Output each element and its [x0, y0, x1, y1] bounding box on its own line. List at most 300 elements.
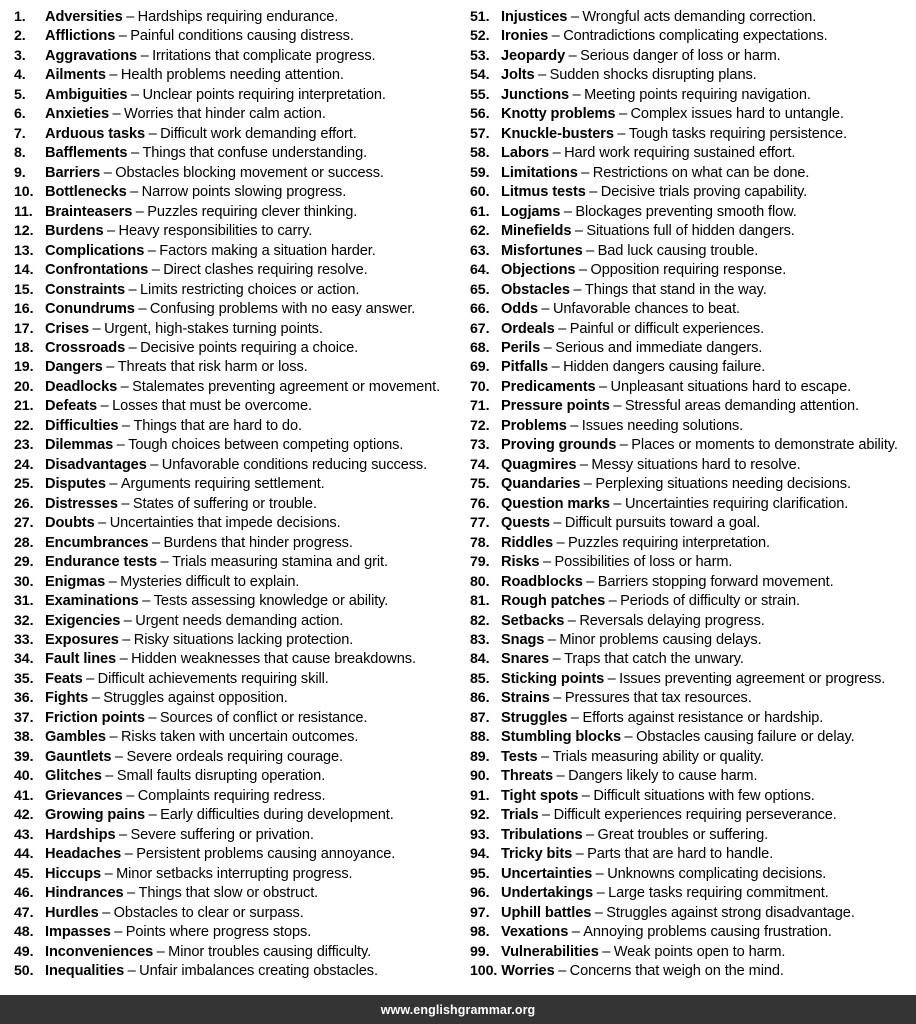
- list-item-term: Rough patches: [501, 593, 606, 610]
- list-item-definition: Hardships requiring endurance.: [137, 9, 339, 25]
- list-item: [14, 728, 456, 747]
- list-item-number: 20.: [14, 378, 34, 395]
- list-item-number: 70.: [470, 378, 490, 395]
- list-item-number: 27.: [14, 515, 34, 532]
- en-dash-separator: –: [156, 943, 165, 960]
- list-item-definition: Severe ordeals requiring courage.: [126, 748, 343, 765]
- list-item-definition: Losses that must be overcome.: [112, 398, 312, 415]
- list-item-term: Tight spots: [501, 787, 579, 804]
- en-dash-separator: –: [538, 67, 547, 84]
- list-item-number: 26.: [14, 495, 34, 512]
- list-item-number: 23.: [14, 437, 34, 454]
- list-item-number: 39.: [14, 748, 34, 765]
- list-item-definition: Issues needing solutions.: [581, 417, 744, 434]
- list-item-number: 98.: [470, 924, 490, 941]
- list-item-definition: Burdens that hinder progress.: [163, 534, 353, 551]
- list-item-number: 72.: [470, 417, 490, 434]
- en-dash-separator: –: [118, 826, 127, 843]
- list-item-definition: Difficult pursuits toward a goal.: [564, 515, 761, 532]
- en-dash-separator: –: [138, 301, 147, 318]
- en-dash-separator: –: [160, 554, 169, 571]
- list-item-number: 52.: [470, 28, 490, 45]
- list-item-term: Hindrances: [45, 885, 124, 902]
- en-dash-separator: –: [575, 846, 584, 863]
- list-item: [14, 612, 456, 631]
- en-dash-separator: –: [583, 476, 592, 493]
- en-dash-separator: –: [547, 632, 556, 648]
- list-item: [470, 962, 914, 981]
- list-item-number: 10.: [14, 184, 34, 201]
- en-dash-separator: –: [613, 495, 622, 512]
- list-item-number: 28.: [14, 534, 34, 551]
- list-item-definition: Issues preventing agreement or progress.: [619, 670, 886, 687]
- en-dash-separator: –: [571, 924, 580, 941]
- list-item: [14, 203, 456, 222]
- list-item-term: Aggravations: [45, 47, 138, 64]
- en-dash-separator: –: [541, 301, 550, 318]
- en-dash-separator: –: [586, 573, 595, 590]
- list-item-definition: Stalemates preventing agreement or movement.: [132, 378, 441, 395]
- list-item-definition: Things that confuse understanding.: [142, 145, 368, 162]
- en-dash-separator: –: [551, 28, 560, 45]
- list-item: [470, 8, 914, 27]
- list-item-number: 32.: [14, 612, 34, 629]
- list-item: [14, 417, 456, 436]
- list-item: [14, 378, 456, 397]
- en-dash-separator: –: [586, 826, 595, 843]
- list-item-term: Pressure points: [501, 398, 610, 415]
- list-item: [14, 806, 456, 825]
- en-dash-separator: –: [586, 242, 595, 259]
- list-item-definition: Urgent needs demanding action.: [135, 612, 344, 629]
- list-item-number: 44.: [14, 846, 34, 863]
- en-dash-separator: –: [127, 962, 136, 979]
- list-item-term: Risks: [501, 554, 540, 571]
- en-dash-separator: –: [596, 885, 605, 902]
- en-dash-separator: –: [151, 534, 160, 551]
- list-item-number: 66.: [470, 301, 490, 318]
- list-item-definition: Worries that hinder calm action.: [124, 106, 326, 123]
- list-item-term: Tribulations: [501, 826, 583, 843]
- list-item-definition: Bad luck causing trouble.: [597, 242, 759, 259]
- list-item: [14, 86, 456, 105]
- list-item-number: 69.: [470, 359, 490, 376]
- list-item-term: Adversities: [45, 9, 123, 25]
- list-item-term: Vulnerabilities: [501, 943, 599, 960]
- list-item-term: Defeats: [45, 398, 98, 415]
- list-item-definition: Early difficulties during development.: [160, 807, 394, 824]
- en-dash-separator: –: [130, 145, 139, 162]
- list-item-number: 61.: [470, 203, 490, 220]
- list-item-term: Tricky bits: [501, 846, 573, 863]
- list-item-term: Objections: [501, 262, 576, 279]
- en-dash-separator: –: [148, 709, 157, 726]
- list-item: [14, 436, 456, 455]
- list-item-term: Fault lines: [45, 651, 117, 668]
- list-item-definition: Weak points open to harm.: [613, 943, 786, 960]
- en-dash-separator: –: [595, 865, 604, 882]
- list-item-number: 76.: [470, 495, 490, 512]
- list-item: [14, 904, 456, 923]
- list-item-number: 82.: [470, 612, 490, 629]
- list-item-definition: Obstacles blocking movement or success.: [115, 164, 384, 181]
- list-item: [470, 300, 914, 319]
- list-item-number: 2.: [14, 28, 26, 45]
- list-item: [14, 164, 456, 183]
- list-item-number: 25.: [14, 476, 34, 493]
- list-item-definition: Struggles against opposition.: [103, 690, 288, 707]
- list-item-number: 87.: [470, 709, 490, 726]
- list-item: [470, 27, 914, 46]
- en-dash-separator: –: [572, 86, 581, 103]
- list-item-term: Inconveniences: [45, 943, 154, 960]
- list-item-definition: Contradictions complicating expectations.: [563, 28, 828, 45]
- list-item-definition: Uncertainties that impede decisions.: [109, 515, 341, 532]
- list-item-term: Anxieties: [45, 106, 109, 123]
- en-dash-separator: –: [105, 768, 114, 785]
- en-dash-separator: –: [109, 729, 118, 746]
- list-item: [470, 767, 914, 786]
- list-item-term: Encumbrances: [45, 534, 149, 551]
- list-item-number: 16.: [14, 301, 34, 318]
- list-item-number: 79.: [470, 554, 490, 571]
- list-item: [470, 923, 914, 942]
- list-item-term: Quests: [501, 515, 550, 532]
- list-item-definition: Factors making a situation harder.: [159, 242, 376, 259]
- en-dash-separator: –: [619, 437, 628, 454]
- list-item-term: Barriers: [45, 164, 101, 181]
- list-item-number: 24.: [14, 456, 34, 473]
- list-item-term: Problems: [501, 417, 567, 434]
- list-item-number: 35.: [14, 670, 34, 687]
- list-item-number: 74.: [470, 456, 490, 473]
- list-item-definition: Difficult work demanding effort.: [160, 125, 357, 142]
- list-item: [14, 787, 456, 806]
- en-dash-separator: –: [556, 768, 565, 785]
- en-dash-separator: –: [126, 9, 135, 25]
- list-item-definition: Risks taken with uncertain outcomes.: [120, 729, 359, 746]
- list-item-term: Threats: [501, 768, 554, 785]
- list-item-term: Dangers: [45, 359, 103, 376]
- list-item-definition: Hidden weaknesses that cause breakdowns.: [131, 651, 416, 668]
- list-item: [470, 417, 914, 436]
- list-item-definition: Confusing problems with no easy answer.: [149, 301, 416, 318]
- list-item-number: 75.: [470, 476, 490, 493]
- list-item-definition: Difficult experiences requiring perseverance.: [553, 807, 837, 824]
- en-dash-separator: –: [114, 748, 123, 765]
- list-item-term: Snares: [501, 651, 550, 668]
- list-item: [470, 222, 914, 241]
- list-item-number: 67.: [470, 320, 490, 337]
- footer-website-text: www.englishgrammar.org: [380, 1002, 536, 1017]
- list-item-number: 55.: [470, 86, 490, 103]
- list-item: [470, 612, 914, 631]
- list-item-number: 33.: [14, 632, 34, 648]
- list-item-definition: Things that are hard to do.: [133, 417, 302, 434]
- list-item-term: Distresses: [45, 495, 118, 512]
- list-item-definition: Pressures that tax resources.: [564, 690, 752, 707]
- en-dash-separator: –: [107, 223, 116, 240]
- list-item-definition: Puzzles requiring interpretation.: [568, 534, 770, 551]
- list-item-definition: Arguments requiring settlement.: [120, 476, 325, 493]
- list-item: [470, 495, 914, 514]
- list-item-number: 60.: [470, 184, 490, 201]
- list-item-term: Afflictions: [45, 28, 116, 45]
- list-item-term: Misfortunes: [501, 242, 583, 259]
- list-item-number: 83.: [470, 632, 490, 648]
- list-item: [14, 66, 456, 85]
- list-item-term: Friction points: [45, 709, 145, 726]
- list-item-term: Fights: [45, 690, 89, 707]
- en-dash-separator: –: [116, 437, 125, 454]
- list-item-definition: Sources of conflict or resistance.: [159, 709, 368, 726]
- en-dash-separator: –: [118, 28, 127, 45]
- list-item-number: 81.: [470, 593, 490, 610]
- list-item-number: 56.: [470, 106, 490, 123]
- list-item-number: 36.: [14, 690, 34, 707]
- list-item-definition: Trials measuring stamina and grit.: [172, 554, 388, 571]
- list-item-number: 73.: [470, 437, 490, 454]
- en-dash-separator: –: [578, 262, 587, 279]
- en-dash-separator: –: [542, 554, 551, 571]
- list-item-term: Stumbling blocks: [501, 729, 622, 746]
- list-item: [14, 573, 456, 592]
- list-item-number: 77.: [470, 515, 490, 532]
- list-item-term: Examinations: [45, 593, 139, 610]
- en-dash-separator: –: [106, 359, 115, 376]
- list-item: [470, 573, 914, 592]
- list-item-definition: Unfavorable conditions reducing success.: [161, 456, 428, 473]
- list-item-definition: Mysteries difficult to explain.: [120, 573, 300, 590]
- list-item-term: Hardships: [45, 826, 116, 843]
- list-item-definition: Unpleasant situations hard to escape.: [610, 378, 852, 395]
- en-dash-separator: –: [558, 320, 567, 337]
- en-dash-separator: –: [570, 709, 579, 726]
- list-item-definition: Serious danger of loss or harm.: [580, 47, 781, 64]
- list-item-term: Feats: [45, 670, 83, 687]
- list-item: [470, 436, 914, 455]
- list-item: [14, 748, 456, 767]
- list-item-term: Gauntlets: [45, 748, 112, 765]
- list-item-definition: Parts that are hard to handle.: [587, 846, 774, 863]
- en-dash-separator: –: [553, 515, 562, 532]
- list-item-definition: Places or moments to demonstrate ability.: [631, 437, 898, 454]
- list-item: [470, 66, 914, 85]
- list-item-term: Arduous tasks: [45, 125, 146, 142]
- list-item-term: Litmus tests: [501, 184, 586, 201]
- list-item-definition: Minor problems causing delays.: [559, 632, 762, 648]
- list-item-definition: Periods of difficulty or strain.: [620, 593, 800, 610]
- list-item-definition: Complaints requiring redress.: [137, 787, 326, 804]
- en-dash-separator: –: [140, 47, 149, 64]
- list-item-definition: Obstacles to clear or surpass.: [113, 904, 304, 921]
- list-item-definition: Traps that catch the unwary.: [564, 651, 744, 668]
- list-item-definition: Narrow points slowing progress.: [141, 184, 347, 201]
- list-item-number: 7.: [14, 125, 26, 142]
- list-item: [14, 183, 456, 202]
- list-item: [14, 339, 456, 358]
- list-item: [470, 125, 914, 144]
- list-item-term: Ailments: [45, 67, 106, 84]
- list-item-number: 90.: [470, 768, 490, 785]
- list-item-term: Question marks: [501, 495, 610, 512]
- list-item-definition: Decisive points requiring a choice.: [140, 339, 359, 356]
- list-item: [14, 923, 456, 942]
- list-item-definition: States of suffering or trouble.: [132, 495, 317, 512]
- list-item: [14, 47, 456, 66]
- list-item-term: Ordeals: [501, 320, 555, 337]
- en-dash-separator: –: [594, 904, 603, 921]
- list-item-number: 40.: [14, 768, 34, 785]
- list-item-definition: Minor troubles causing difficulty.: [168, 943, 372, 960]
- en-dash-separator: –: [552, 145, 561, 162]
- list-item-definition: Meeting points requiring navigation.: [584, 86, 811, 103]
- list-item: [470, 378, 914, 397]
- list-item-number: 53.: [470, 47, 490, 64]
- en-dash-separator: –: [581, 787, 590, 804]
- list-item-number: 5.: [14, 86, 26, 103]
- list-item: [470, 339, 914, 358]
- list-item-term: Bafflements: [45, 145, 128, 162]
- en-dash-separator: –: [120, 378, 129, 395]
- list-item-term: Worries: [501, 962, 555, 979]
- list-item-definition: Hidden dangers causing failure.: [563, 359, 766, 376]
- list-item-number: 8.: [14, 145, 26, 162]
- en-dash-separator: –: [130, 184, 139, 201]
- list-item-term: Odds: [501, 301, 538, 318]
- list-item: [14, 358, 456, 377]
- list-item-number: 3.: [14, 47, 26, 64]
- list-item-term: Brainteasers: [45, 203, 133, 220]
- en-dash-separator: –: [112, 106, 121, 123]
- list-item-definition: Tough choices between competing options.: [128, 437, 404, 454]
- list-item: [470, 689, 914, 708]
- list-item-number: 29.: [14, 554, 34, 571]
- list-item-definition: Large tasks requiring commitment.: [608, 885, 829, 902]
- list-item-number: 95.: [470, 865, 490, 882]
- en-dash-separator: –: [123, 612, 132, 629]
- list-item-number: 54.: [470, 67, 490, 84]
- list-item-definition: Small faults disrupting operation.: [116, 768, 326, 785]
- list-item: [14, 495, 456, 514]
- list-item: [14, 592, 456, 611]
- list-item: [14, 767, 456, 786]
- list-item-term: Doubts: [45, 515, 95, 532]
- list-item: [14, 222, 456, 241]
- list-item-number: 63.: [470, 242, 490, 259]
- list-item: [14, 105, 456, 124]
- list-item-number: 62.: [470, 223, 490, 240]
- left-column: [0, 0, 460, 981]
- list-item-number: 22.: [14, 417, 34, 434]
- list-item-definition: Health problems needing attention.: [120, 67, 344, 84]
- list-item-definition: Restrictions on what can be done.: [592, 164, 810, 181]
- list-item-term: Disadvantages: [45, 456, 147, 473]
- list-item: [14, 845, 456, 864]
- list-item: [470, 164, 914, 183]
- list-item-term: Injustices: [501, 9, 568, 25]
- list-item-number: 13.: [14, 242, 34, 259]
- list-item-number: 78.: [470, 534, 490, 551]
- list-item-term: Constraints: [45, 281, 125, 298]
- en-dash-separator: –: [108, 573, 117, 590]
- list-item-number: 84.: [470, 651, 490, 668]
- list-item-term: Exposures: [45, 632, 119, 648]
- list-item-term: Snags: [501, 632, 545, 648]
- list-item-number: 58.: [470, 145, 490, 162]
- list-item: [470, 86, 914, 105]
- list-item-term: Dilemmas: [45, 437, 114, 454]
- list-item: [470, 475, 914, 494]
- en-dash-separator: –: [102, 904, 111, 921]
- list-item: [470, 456, 914, 475]
- en-dash-separator: –: [119, 651, 128, 668]
- list-item-definition: Unfavorable chances to beat.: [552, 301, 740, 318]
- list-item-term: Ironies: [501, 28, 549, 45]
- en-dash-separator: –: [581, 164, 590, 181]
- list-item-number: 94.: [470, 846, 490, 863]
- list-item: [14, 709, 456, 728]
- en-dash-separator: –: [128, 339, 137, 356]
- list-item-definition: Persistent problems causing annoyance.: [136, 846, 396, 863]
- list-item: [14, 144, 456, 163]
- list-item-term: Pitfalls: [501, 359, 549, 376]
- en-dash-separator: –: [551, 359, 560, 376]
- list-item-number: 18.: [14, 339, 34, 356]
- list-item-definition: Unfair imbalances creating obstacles.: [139, 962, 378, 979]
- list-item-number: 99.: [470, 943, 490, 960]
- list-item: [470, 320, 914, 339]
- list-item-number: 46.: [14, 885, 34, 902]
- en-dash-separator: –: [570, 9, 579, 25]
- list-item-definition: Minor setbacks interrupting progress.: [116, 865, 353, 882]
- list-item-number: 89.: [470, 748, 490, 765]
- list-item-term: Disputes: [45, 476, 106, 493]
- en-dash-separator: –: [148, 125, 157, 142]
- en-dash-separator: –: [92, 320, 101, 337]
- list-item: [14, 689, 456, 708]
- list-item-term: Difficulties: [45, 417, 119, 434]
- list-item-number: 41.: [14, 787, 34, 804]
- list-item: [470, 709, 914, 728]
- en-dash-separator: –: [121, 417, 130, 434]
- list-item: [470, 650, 914, 669]
- list-item: [470, 904, 914, 923]
- list-item-definition: Reversals delaying progress.: [579, 612, 765, 629]
- list-item: [470, 281, 914, 300]
- list-item: [470, 358, 914, 377]
- list-item-term: Inequalities: [45, 962, 125, 979]
- list-item: [470, 845, 914, 864]
- en-dash-separator: –: [109, 476, 118, 493]
- list-item-number: 42.: [14, 807, 34, 824]
- list-item: [470, 242, 914, 261]
- list-item-term: Tests: [501, 748, 538, 765]
- list-item-term: Jeopardy: [501, 47, 566, 64]
- list-item: [14, 475, 456, 494]
- list-item-term: Growing pains: [45, 807, 146, 824]
- list-item-term: Confrontations: [45, 262, 149, 279]
- list-item-definition: Efforts against resistance or hardship.: [582, 709, 824, 726]
- list-item: [470, 728, 914, 747]
- list-item: [470, 105, 914, 124]
- list-item-definition: Sudden shocks disrupting plans.: [549, 67, 757, 84]
- list-item-number: 49.: [14, 943, 34, 960]
- list-item-number: 47.: [14, 904, 34, 921]
- list-item-number: 9.: [14, 164, 26, 181]
- list-item-term: Sticking points: [501, 670, 605, 687]
- list-item-definition: Concerns that weigh on the mind.: [569, 962, 784, 979]
